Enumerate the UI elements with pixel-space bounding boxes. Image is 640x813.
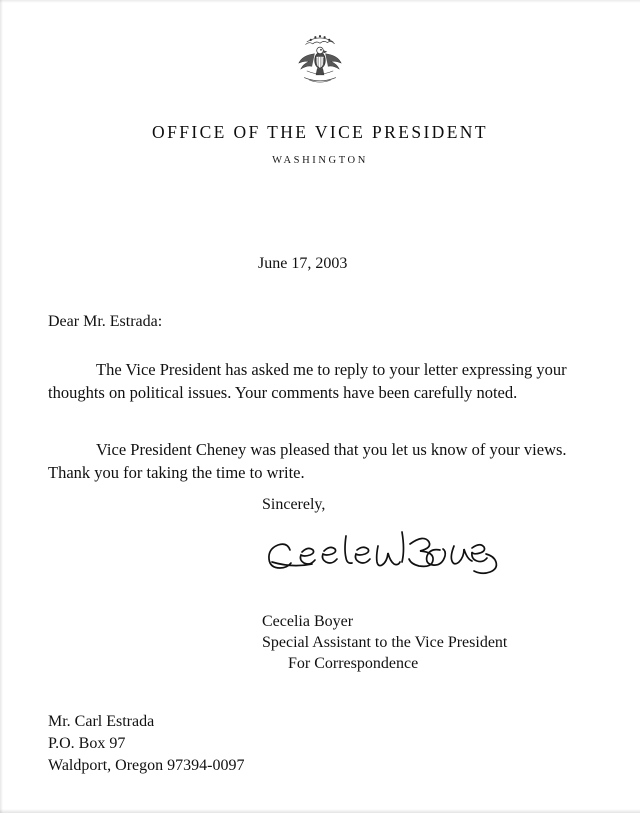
letter-date: June 17, 2003 [258,255,348,272]
scan-edge-bottom [0,809,640,813]
letterhead-office-line: OFFICE OF THE VICE PRESIDENT [152,122,488,142]
scan-edge-top [0,0,640,3]
seal-container [0,30,640,101]
signer-title-line-1: Special Assistant to the Vice President [262,634,508,651]
recipient-city-state-zip: Waldport, Oregon 97394-0097 [48,757,245,774]
recipient-name: Mr. Carl Estrada [48,713,155,730]
letter-salutation: Dear Mr. Estrada: [48,313,163,330]
signer-title-line-2-wrapper [262,653,507,674]
letter-paragraph-1 [48,358,576,404]
paragraph-2-text: Vice President Cheney was pleased that you let us know of your views. Thank you for taking the time to write. [48,440,567,482]
recipient-address-block [48,711,244,777]
letter-paragraph-2 [48,438,576,484]
letterhead-city-line: WASHINGTON [272,155,368,166]
letter-closing: Sincerely, [262,496,326,513]
handwritten-signature-icon [258,524,508,584]
signer-title-line-2: For Correspondence [288,655,419,672]
paragraph-1-text: The Vice President has asked me to reply to your letter expressing your thoughts on political issues. Your comments have been carefully noted. [48,360,567,402]
vice-presidential-seal-icon [287,30,353,96]
letterhead [0,122,640,166]
signer-block [262,611,507,674]
recipient-street: P.O. Box 97 [48,735,126,752]
signer-name: Cecelia Boyer [262,613,354,630]
